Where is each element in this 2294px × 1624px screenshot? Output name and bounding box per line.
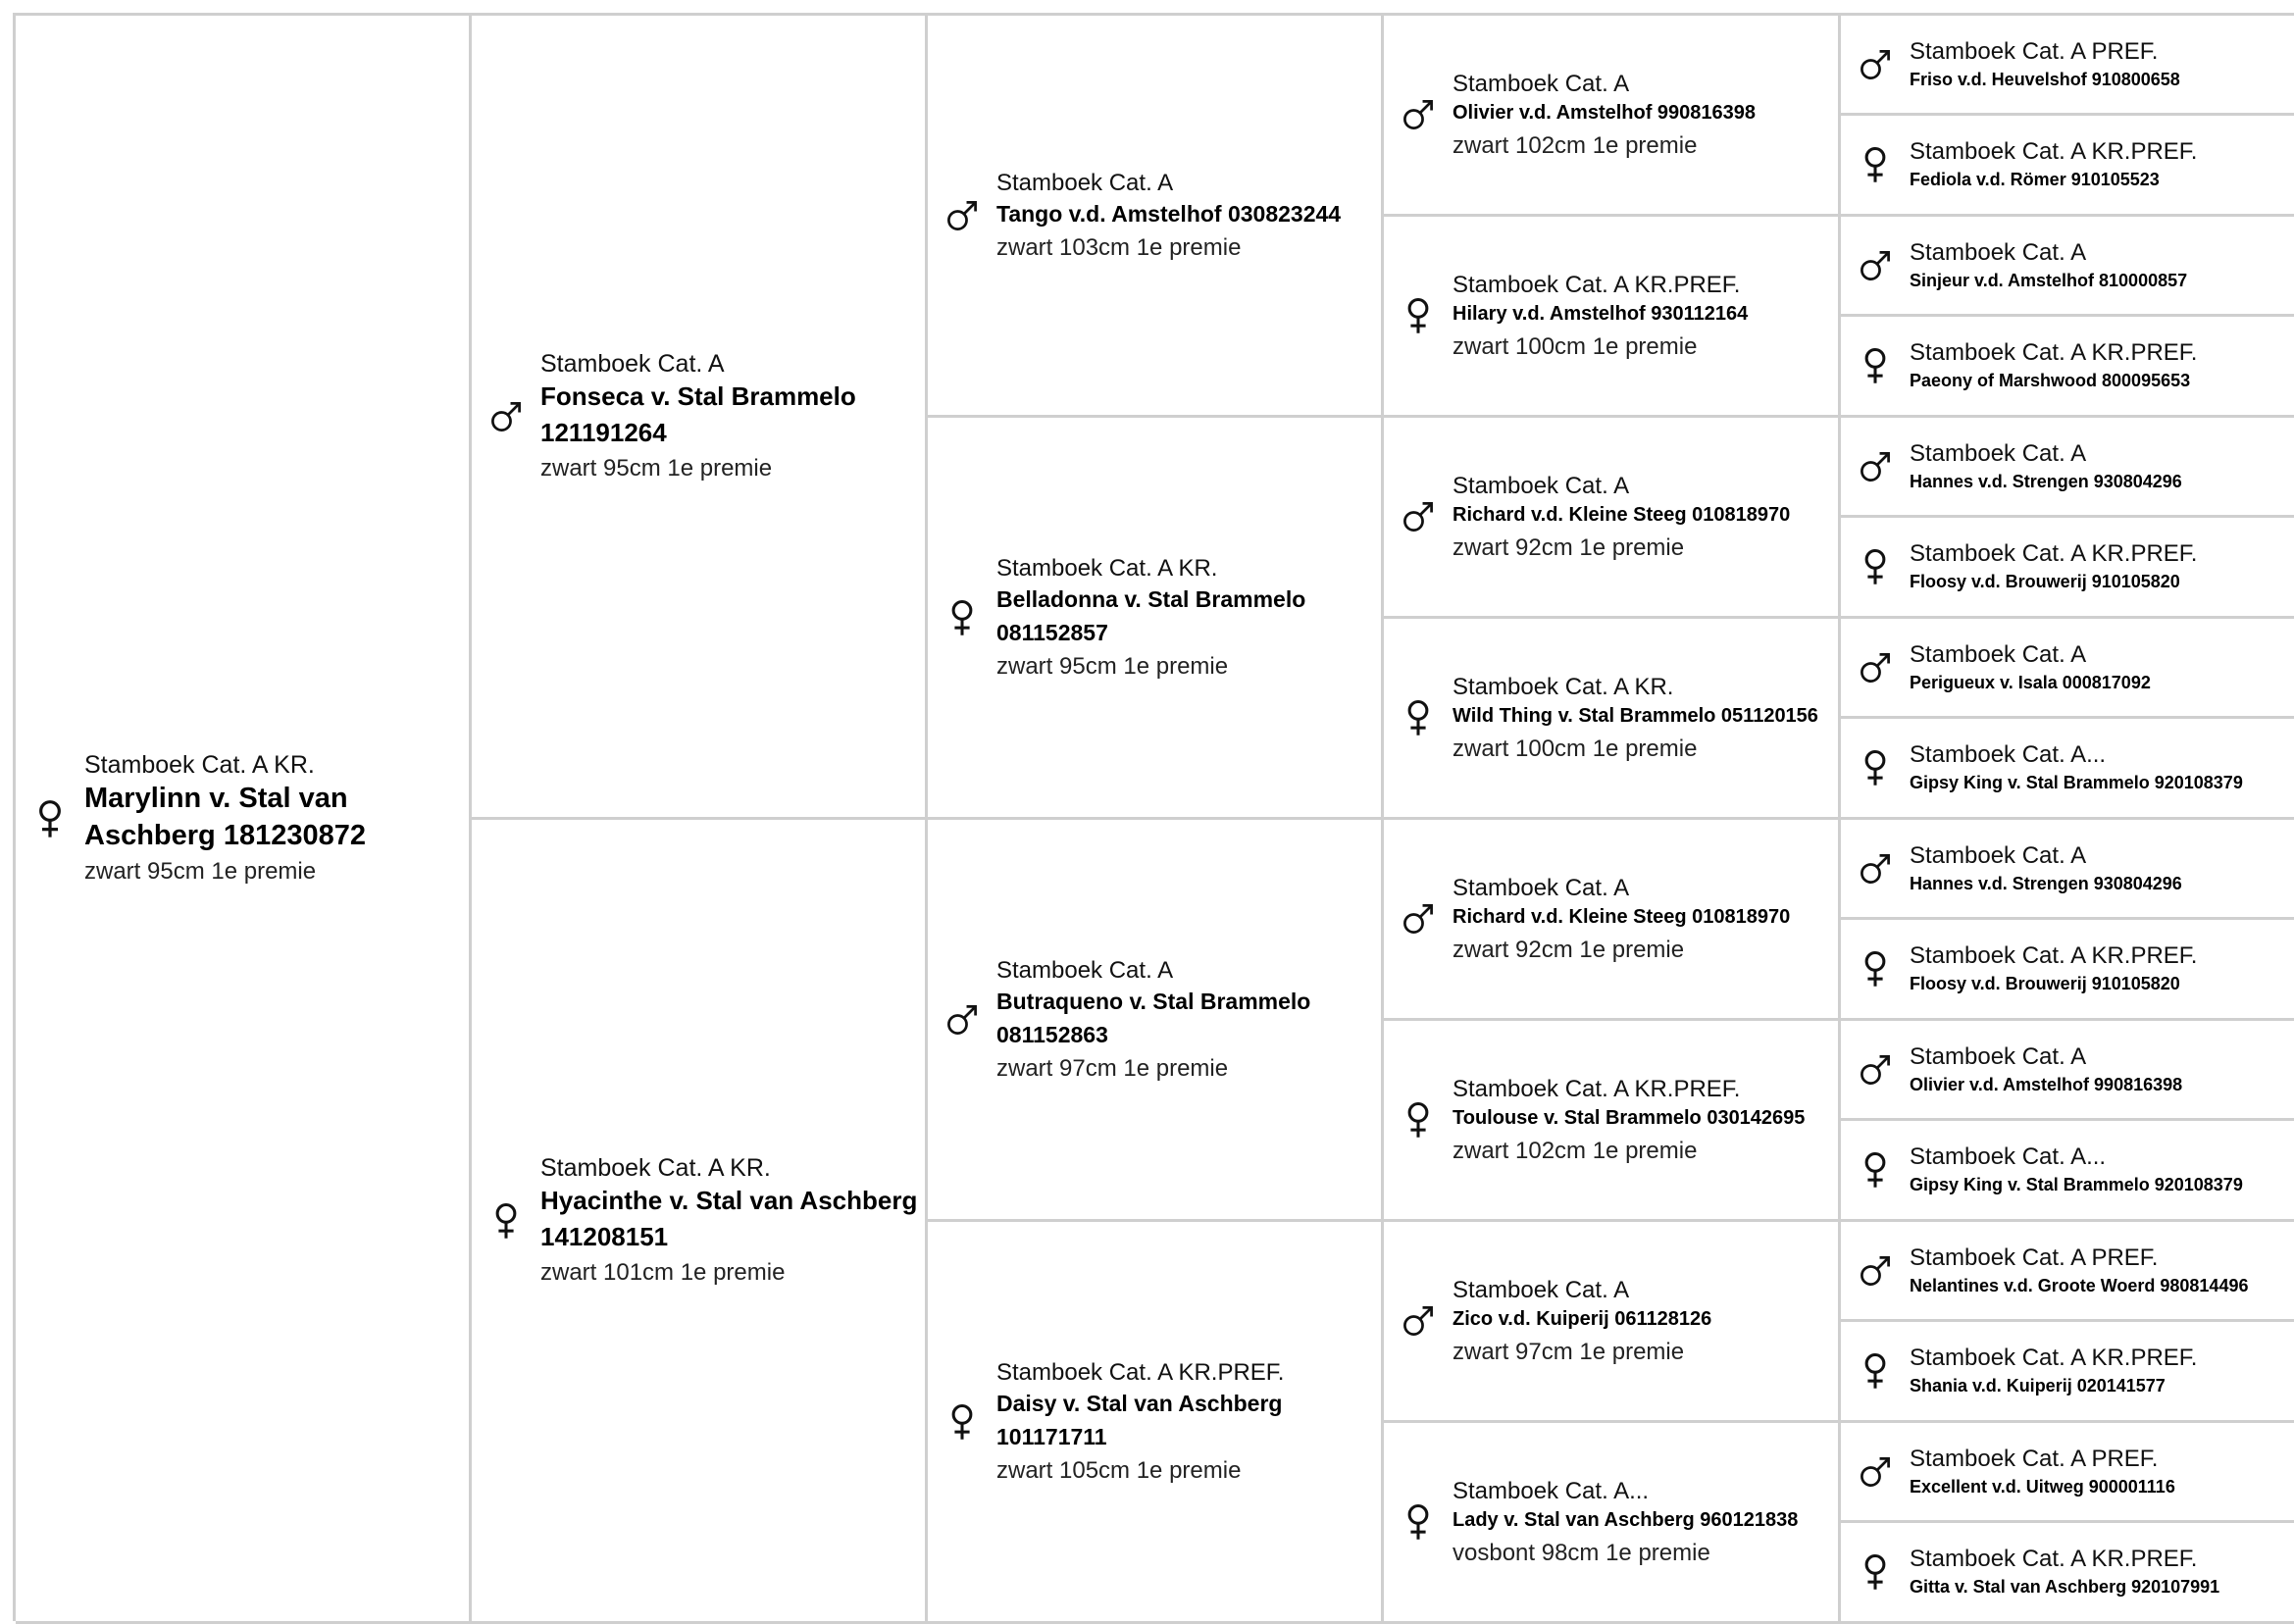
horse-category: Stamboek Cat. A KR.	[996, 554, 1218, 582]
horse-category: Stamboek Cat. A...	[1910, 1143, 2107, 1170]
female-icon	[1841, 1553, 1910, 1591]
male-icon	[1841, 1453, 1910, 1491]
horse-category: Stamboek Cat. A KR.	[1453, 673, 1674, 700]
horse-category: Stamboek Cat. A...	[1453, 1477, 1650, 1504]
horse-category: Stamboek Cat. A KR.PREF.	[1910, 1345, 2198, 1371]
female-icon	[928, 599, 996, 636]
male-icon	[1841, 448, 1910, 485]
female-icon	[16, 799, 84, 838]
female-icon	[1841, 1151, 1910, 1189]
horse-name: Friso v.d. Heuvelshof 910800658	[1910, 69, 2180, 89]
male-icon	[472, 398, 540, 435]
pedigree-cell-gggp	[1841, 619, 2294, 719]
horse-name: Tango v.d. Amstelhof 030823244	[996, 200, 1342, 227]
female-icon	[1841, 347, 1910, 384]
horse-description: zwart 92cm 1e premie	[1453, 533, 1685, 561]
horse-description: zwart 97cm 1e premie	[996, 1054, 1229, 1082]
pedigree-cell-gggp	[1841, 518, 2294, 619]
horse-category: Stamboek Cat. A KR.PREF.	[1910, 1546, 2198, 1572]
horse-name: Paeony of Marshwood 800095653	[1910, 371, 2191, 390]
pedigree-cell-gggp	[1841, 317, 2294, 418]
horse-name: Hannes v.d. Strengen 930804296	[1910, 873, 2182, 893]
pedigree-cell-dam	[472, 820, 928, 1624]
horse-category: Stamboek Cat. A KR.PREF.	[1910, 540, 2198, 567]
horse-category: Stamboek Cat. A KR.	[540, 1154, 771, 1182]
horse-description: zwart 102cm 1e premie	[1453, 1137, 1698, 1164]
male-icon	[1841, 1252, 1910, 1290]
horse-name: Gipsy King v. Stal Brammelo 920108379	[1910, 773, 2243, 792]
horse-description: zwart 102cm 1e premie	[1453, 131, 1698, 159]
pedigree-cell-gggp	[1841, 1021, 2294, 1121]
horse-category: Stamboek Cat. A PREF.	[1910, 1445, 2159, 1472]
horse-category: Stamboek Cat. A PREF.	[1910, 37, 2159, 65]
horse-category: Stamboek Cat. A KR.PREF.	[1910, 942, 2198, 969]
female-icon	[1841, 146, 1910, 183]
pedigree-cell-gggp	[1841, 1322, 2294, 1423]
horse-name: Shania v.d. Kuiperij 020141577	[1910, 1376, 2166, 1396]
pedigree-cell-ggp	[1384, 217, 1841, 418]
horse-category: Stamboek Cat. A	[1453, 472, 1630, 499]
horse-description: zwart 92cm 1e premie	[1453, 936, 1685, 963]
female-icon	[928, 1403, 996, 1441]
horse-name: Hannes v.d. Strengen 930804296	[1910, 471, 2182, 491]
pedigree-cell-gggp	[1841, 1523, 2294, 1624]
horse-name: Richard v.d. Kleine Steeg 010818970	[1453, 503, 1791, 526]
pedigree-cell-ggp	[1384, 820, 1841, 1021]
male-icon	[1841, 850, 1910, 888]
pedigree-cell-gggp	[1841, 16, 2294, 116]
male-icon	[1841, 1051, 1910, 1089]
horse-description: vosbont 98cm 1e premie	[1453, 1539, 1710, 1566]
horse-name: Gipsy King v. Stal Brammelo 920108379	[1910, 1175, 2243, 1194]
horse-category: Stamboek Cat. A KR.PREF.	[1453, 271, 1741, 298]
horse-description: zwart 95cm 1e premie	[996, 652, 1229, 680]
male-icon	[1384, 1302, 1453, 1340]
male-icon	[1384, 96, 1453, 133]
horse-category: Stamboek Cat. A	[1453, 874, 1630, 901]
male-icon	[1384, 498, 1453, 535]
horse-description: zwart 95cm 1e premie	[84, 858, 317, 885]
horse-description: zwart 105cm 1e premie	[996, 1456, 1242, 1484]
female-icon	[1384, 1503, 1453, 1541]
male-icon	[1841, 46, 1910, 83]
horse-category: Stamboek Cat. A	[996, 956, 1174, 984]
pedigree-cell-ggp	[1384, 16, 1841, 217]
horse-name: Olivier v.d. Amstelhof 990816398	[1910, 1074, 2183, 1094]
female-icon	[1841, 749, 1910, 787]
pedigree-cell-dam-sire	[928, 820, 1384, 1222]
horse-name: Marylinn v. Stal van Aschberg 181230872	[84, 783, 366, 851]
pedigree-cell-gggp	[1841, 1121, 2294, 1222]
female-icon	[1384, 297, 1453, 334]
horse-category: Stamboek Cat. A KR.PREF.	[996, 1358, 1285, 1386]
horse-category: Stamboek Cat. A	[996, 169, 1174, 196]
horse-category: Stamboek Cat. A KR.PREF.	[1910, 138, 2198, 165]
male-icon	[928, 1001, 996, 1039]
horse-description: zwart 103cm 1e premie	[996, 233, 1242, 261]
horse-name: Hilary v.d. Amstelhof 930112164	[1453, 302, 1749, 325]
horse-description: zwart 101cm 1e premie	[540, 1259, 786, 1286]
male-icon	[928, 197, 996, 234]
horse-category: Stamboek Cat. A	[1910, 640, 2087, 668]
pedigree-cell-ggp	[1384, 1423, 1841, 1624]
pedigree-cell-ggp	[1384, 1021, 1841, 1222]
female-icon	[1841, 548, 1910, 585]
horse-name: Richard v.d. Kleine Steeg 010818970	[1453, 905, 1791, 928]
horse-category: Stamboek Cat. A	[540, 350, 725, 378]
horse-category: Stamboek Cat. A	[1910, 238, 2087, 266]
horse-name: Belladonna v. Stal Brammelo 081152857	[996, 585, 1306, 645]
pedigree-cell-ggp	[1384, 418, 1841, 619]
horse-description: zwart 100cm 1e premie	[1453, 735, 1698, 762]
horse-category: Stamboek Cat. A KR.PREF.	[1910, 339, 2198, 366]
horse-category: Stamboek Cat. A	[1910, 439, 2087, 467]
pedigree-cell-gggp	[1841, 418, 2294, 518]
pedigree-cell-ggp	[1384, 619, 1841, 820]
female-icon	[1384, 1101, 1453, 1139]
female-icon	[1384, 699, 1453, 736]
horse-description: zwart 97cm 1e premie	[1453, 1338, 1685, 1365]
horse-name: Fediola v.d. Römer 910105523	[1910, 170, 2160, 189]
horse-name: Olivier v.d. Amstelhof 990816398	[1453, 101, 1757, 124]
horse-name: Zico v.d. Kuiperij 061128126	[1453, 1307, 1712, 1330]
pedigree-cell-sire-sire	[928, 16, 1384, 418]
horse-category: Stamboek Cat. A...	[1910, 741, 2107, 768]
pedigree-cell-gggp	[1841, 920, 2294, 1021]
horse-name: Butraqueno v. Stal Brammelo 081152863	[996, 988, 1311, 1047]
horse-name: Floosy v.d. Brouwerij 910105820	[1910, 572, 2180, 591]
pedigree-cell-gggp	[1841, 217, 2294, 317]
pedigree-table	[13, 13, 2294, 1621]
horse-name: Toulouse v. Stal Brammelo 030142695	[1453, 1106, 1806, 1129]
horse-name: Wild Thing v. Stal Brammelo 051120156	[1453, 704, 1818, 727]
pedigree-cell-gggp	[1841, 820, 2294, 920]
horse-category: Stamboek Cat. A	[1910, 841, 2087, 869]
horse-name: Lady v. Stal van Aschberg 960121838	[1453, 1508, 1799, 1531]
horse-name: Fonseca v. Stal Brammelo 121191264	[540, 381, 856, 447]
female-icon	[1841, 950, 1910, 988]
horse-category: Stamboek Cat. A	[1453, 1276, 1630, 1303]
male-icon	[1841, 649, 1910, 686]
horse-name: Floosy v.d. Brouwerij 910105820	[1910, 974, 2180, 993]
horse-category: Stamboek Cat. A	[1453, 70, 1630, 97]
female-icon	[1841, 1352, 1910, 1390]
horse-name: Nelantines v.d. Groote Woerd 980814496	[1910, 1275, 2249, 1295]
horse-name: Perigueux v. Isala 000817092	[1910, 672, 2151, 692]
pedigree-cell-subject	[16, 16, 472, 1624]
pedigree-cell-sire	[472, 16, 928, 820]
male-icon	[1841, 247, 1910, 284]
horse-description: zwart 100cm 1e premie	[1453, 332, 1698, 360]
horse-category: Stamboek Cat. A PREF.	[1910, 1243, 2159, 1271]
horse-name: Gitta v. Stal van Aschberg 920107991	[1910, 1577, 2220, 1597]
pedigree-cell-gggp	[1841, 1423, 2294, 1523]
horse-name: Daisy v. Stal van Aschberg 101171711	[996, 1390, 1283, 1449]
horse-description: zwart 95cm 1e premie	[540, 455, 773, 482]
horse-name: Hyacinthe v. Stal van Aschberg 141208151	[540, 1186, 918, 1251]
pedigree-cell-gggp	[1841, 719, 2294, 820]
horse-name: Excellent v.d. Uitweg 900001116	[1910, 1476, 2175, 1497]
horse-name: Sinjeur v.d. Amstelhof 810000857	[1910, 270, 2188, 290]
horse-category: Stamboek Cat. A	[1910, 1042, 2087, 1070]
pedigree-cell-gggp	[1841, 1222, 2294, 1322]
female-icon	[472, 1202, 540, 1240]
pedigree-cell-gggp	[1841, 116, 2294, 217]
horse-category: Stamboek Cat. A KR.PREF.	[1453, 1075, 1741, 1102]
male-icon	[1384, 900, 1453, 938]
pedigree-cell-dam-dam	[928, 1222, 1384, 1624]
horse-category: Stamboek Cat. A KR.	[84, 751, 315, 779]
pedigree-cell-ggp	[1384, 1222, 1841, 1423]
pedigree-cell-sire-dam	[928, 418, 1384, 820]
